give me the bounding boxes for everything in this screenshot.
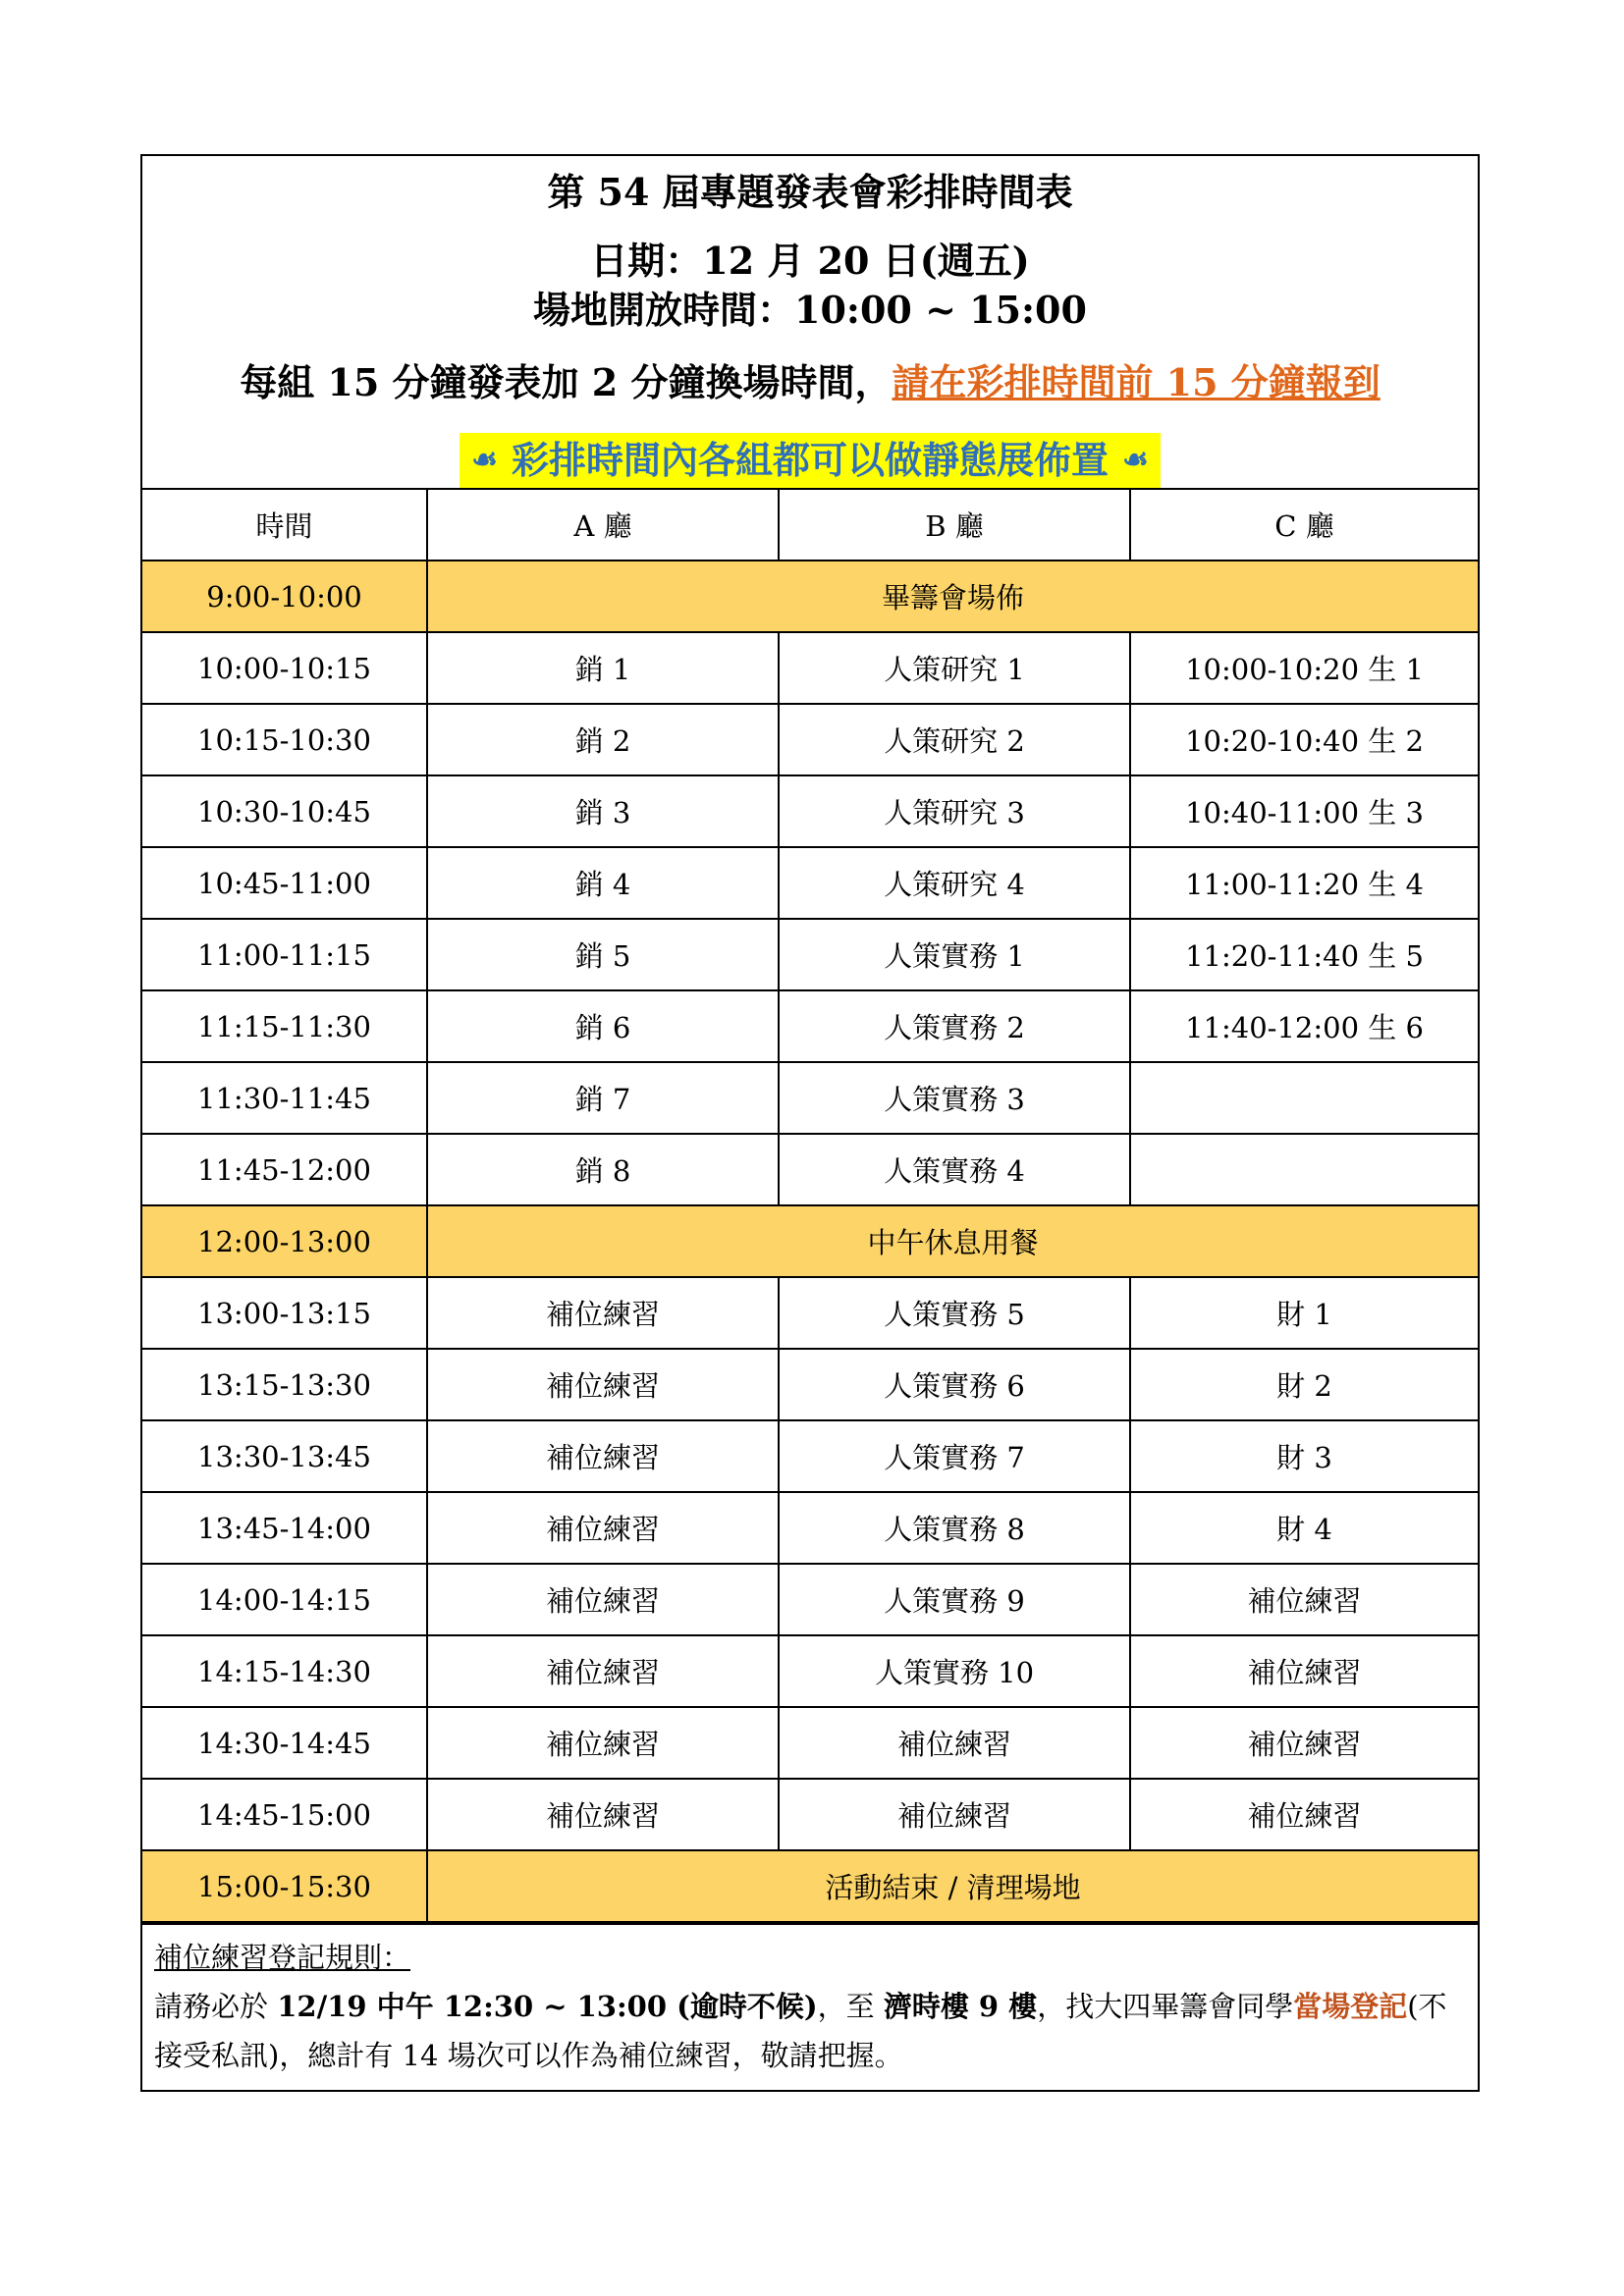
time-cell: 13:00-13:15 [142,1277,427,1349]
hall-c-cell: 10:20-10:40 生 2 [1130,704,1478,775]
table-row [142,1492,1478,1564]
hall-a-cell: 補位練習 [427,1349,779,1420]
hall-a-cell: 補位練習 [427,1420,779,1492]
hall-b-cell: 人策實務 4 [779,1134,1130,1205]
hall-b-cell: 人策研究 2 [779,704,1130,775]
table-row [142,1062,1478,1134]
time-cell: 10:15-10:30 [142,704,427,775]
static-display-highlight [460,433,1161,488]
time-cell: 11:45-12:00 [142,1134,427,1205]
time-cell: 10:45-11:00 [142,847,427,919]
hall-a-cell: 補位練習 [427,1492,779,1564]
time-cell: 14:00-14:15 [142,1564,427,1635]
table-row [142,1134,1478,1205]
hall-c-cell: 補位練習 [1130,1779,1478,1850]
hall-c-cell: 10:00-10:20 生 1 [1130,632,1478,704]
column-header-time: 時間 [142,489,427,561]
hall-a-cell: 補位練習 [427,1277,779,1349]
time-cell: 14:45-15:00 [142,1779,427,1850]
rules-text-1: 請務必於 [154,1990,278,2023]
rules-text-2: ，至 [817,1990,884,2023]
table-row [142,990,1478,1062]
break-row [142,1850,1478,1922]
hall-a-cell: 補位練習 [427,1564,779,1635]
time-cell: 13:30-13:45 [142,1420,427,1492]
table-row [142,1635,1478,1707]
table-row [142,1349,1478,1420]
hall-c-cell: 10:40-11:00 生 3 [1130,775,1478,847]
hall-b-cell: 人策實務 3 [779,1062,1130,1134]
schedule-sheet [140,154,1480,2092]
table-row [142,1564,1478,1635]
hall-b-cell: 人策研究 1 [779,632,1130,704]
hall-c-cell [1130,1062,1478,1134]
rules-text [154,1982,1466,2080]
hall-b-cell: 人策實務 1 [779,919,1130,990]
schedule-table [142,488,1478,1923]
hall-b-cell: 補位練習 [779,1779,1130,1850]
time-cell: 13:15-13:30 [142,1349,427,1420]
table-row [142,1277,1478,1349]
table-row [142,1779,1478,1850]
table-row [142,1420,1478,1492]
hall-c-cell: 財 3 [1130,1420,1478,1492]
rules-text-3: ，找大四畢籌會同學 [1037,1990,1294,2023]
table-row [142,632,1478,704]
band-time-cell: 12:00-13:00 [142,1205,427,1277]
table-row [142,1707,1478,1779]
presentation-notice [142,343,1478,423]
hall-b-cell: 人策研究 4 [779,847,1130,919]
time-cell: 10:00-10:15 [142,632,427,704]
checkin-alert: 請在彩排時間前 15 分鐘報到 [892,360,1380,404]
hall-b-cell: 人策實務 10 [779,1635,1130,1707]
hall-b-cell: 人策實務 7 [779,1420,1130,1492]
schedule-body [142,561,1478,1922]
hall-c-cell: 財 4 [1130,1492,1478,1564]
time-cell: 11:00-11:15 [142,919,427,990]
rules-location: 濟時樓 9 樓 [883,1990,1038,2023]
time-cell: 11:15-11:30 [142,990,427,1062]
hall-b-cell: 補位練習 [779,1707,1130,1779]
notice-text: 每組 15 分鐘發表加 2 分鐘換場時間， [240,360,893,404]
break-row [142,1205,1478,1277]
table-row [142,919,1478,990]
band-label-cell: 畢籌會場佈 [427,561,1478,632]
rules-time: 12/19 中午 12:30 ~ 13:00 (逾時不候) [277,1990,818,2023]
hall-b-cell: 人策實務 8 [779,1492,1130,1564]
hall-c-cell: 財 1 [1130,1277,1478,1349]
static-display-note: 彩排時間內各組都可以做靜態展佈置 [511,438,1109,482]
hall-a-cell: 銷 3 [427,775,779,847]
hall-c-cell: 11:40-12:00 生 6 [1130,990,1478,1062]
hall-c-cell: 補位練習 [1130,1564,1478,1635]
event-date: 日期：12 月 20 日(週五) [590,239,1030,283]
rules-text-4: (不接受私訊)，總計有 14 場次可以作為補位練習，敬請把握。 [154,1990,1447,2072]
hall-a-cell: 補位練習 [427,1779,779,1850]
band-label-cell: 中午休息用餐 [427,1205,1478,1277]
hall-c-cell: 財 2 [1130,1349,1478,1420]
hall-c-cell: 補位練習 [1130,1707,1478,1779]
hall-a-cell: 銷 4 [427,847,779,919]
column-header-hall-c: C 廳 [1130,489,1478,561]
hall-b-cell: 人策實務 6 [779,1349,1130,1420]
hall-a-cell: 銷 8 [427,1134,779,1205]
hall-a-cell: 銷 6 [427,990,779,1062]
time-cell: 14:30-14:45 [142,1707,427,1779]
rules-onsite: 當場登記 [1293,1990,1408,2023]
makeup-rules [142,1923,1478,2090]
hall-b-cell: 人策研究 3 [779,775,1130,847]
time-cell: 13:45-14:00 [142,1492,427,1564]
page-title: 第 54 屆專題發表會彩排時間表 [547,170,1073,214]
hall-a-cell: 銷 1 [427,632,779,704]
hall-a-cell: 銷 2 [427,704,779,775]
fleuron-left-icon: ☙ [471,443,498,477]
table-row [142,775,1478,847]
header-row [142,489,1478,561]
hall-c-cell: 11:00-11:20 生 4 [1130,847,1478,919]
column-header-hall-a: A 廳 [427,489,779,561]
venue-hours: 場地開放時間：10:00 ~ 15:00 [533,288,1087,332]
hall-b-cell: 人策實務 2 [779,990,1130,1062]
time-cell: 10:30-10:45 [142,775,427,847]
band-time-cell: 9:00-10:00 [142,561,427,632]
time-cell: 14:15-14:30 [142,1635,427,1707]
hall-c-cell: 補位練習 [1130,1635,1478,1707]
band-label-cell: 活動結束 / 清理場地 [427,1850,1478,1922]
fleuron-right-icon: ☙ [1122,443,1149,477]
hall-b-cell: 人策實務 5 [779,1277,1130,1349]
break-row [142,561,1478,632]
hall-a-cell: 補位練習 [427,1635,779,1707]
hall-c-cell: 11:20-11:40 生 5 [1130,919,1478,990]
hall-a-cell: 補位練習 [427,1707,779,1779]
table-row [142,847,1478,919]
time-cell: 11:30-11:45 [142,1062,427,1134]
hall-c-cell [1130,1134,1478,1205]
band-time-cell: 15:00-15:30 [142,1850,427,1922]
column-header-hall-b: B 廳 [779,489,1130,561]
rules-heading: 補位練習登記規則： [154,1941,411,1974]
hall-a-cell: 銷 7 [427,1062,779,1134]
hall-a-cell: 銷 5 [427,919,779,990]
hall-b-cell: 人策實務 9 [779,1564,1130,1635]
table-row [142,704,1478,775]
static-display-banner [142,423,1478,488]
